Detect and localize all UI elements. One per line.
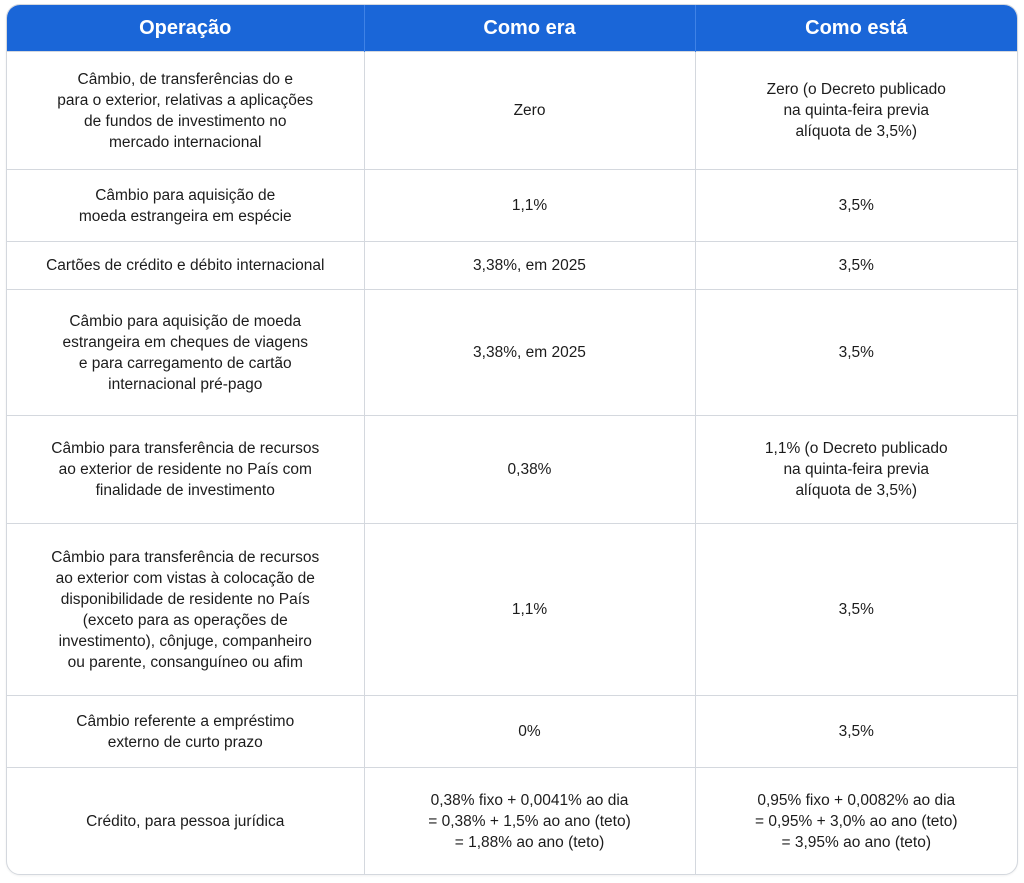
table-row xyxy=(7,52,1017,170)
table-row xyxy=(7,170,1017,242)
cell-operation: Cartões de crédito e débito internacional xyxy=(7,242,364,290)
table-row xyxy=(7,416,1017,524)
cell-after: 3,5% xyxy=(695,170,1017,242)
table-header xyxy=(7,5,1017,52)
cell-before: Zero xyxy=(364,52,695,170)
iof-comparison-table xyxy=(6,4,1018,875)
header-row xyxy=(7,5,1017,52)
cell-operation: Câmbio, de transferências do e para o exterior, relativas a aplicações de fundos de investimento no mercado internacional xyxy=(7,52,364,170)
table-row xyxy=(7,768,1017,874)
table-row xyxy=(7,524,1017,696)
cell-after: 3,5% xyxy=(695,242,1017,290)
cell-before: 0,38% fixo + 0,0041% ao dia = 0,38% + 1,5% ao ano (teto) = 1,88% ao ano (teto) xyxy=(364,768,695,874)
cell-after: 0,95% fixo + 0,0082% ao dia = 0,95% + 3,0% ao ano (teto) = 3,95% ao ano (teto) xyxy=(695,768,1017,874)
cell-after: Zero (o Decreto publicado na quinta-feira previa alíquota de 3,5%) xyxy=(695,52,1017,170)
cell-operation: Câmbio para transferência de recursos ao exterior de residente no País com finalidade de investimento xyxy=(7,416,364,524)
cell-before: 1,1% xyxy=(364,170,695,242)
table-body xyxy=(7,52,1017,875)
cell-after: 3,5% xyxy=(695,290,1017,416)
header-after: Como está xyxy=(695,5,1017,52)
header-operation: Operação xyxy=(7,5,364,52)
cell-operation: Crédito, para pessoa jurídica xyxy=(7,768,364,874)
cell-operation: Câmbio referente a empréstimo externo de curto prazo xyxy=(7,696,364,768)
cell-before: 1,1% xyxy=(364,524,695,696)
cell-operation: Câmbio para aquisição de moeda estrangeira em espécie xyxy=(7,170,364,242)
table-row xyxy=(7,290,1017,416)
table-row xyxy=(7,242,1017,290)
table-row xyxy=(7,696,1017,768)
cell-after: 3,5% xyxy=(695,696,1017,768)
cell-before: 3,38%, em 2025 xyxy=(364,290,695,416)
cell-after: 1,1% (o Decreto publicado na quinta-feira previa alíquota de 3,5%) xyxy=(695,416,1017,524)
cell-operation: Câmbio para aquisição de moeda estrangeira em cheques de viagens e para carregamento de cartão internacional pré-pago xyxy=(7,290,364,416)
cell-after: 3,5% xyxy=(695,524,1017,696)
cell-operation: Câmbio para transferência de recursos ao exterior com vistas à colocação de disponibilidade de residente no País (exceto para as operações de investimento), cônjuge, companheiro ou parente, consanguíneo ou afim xyxy=(7,524,364,696)
comparison-table xyxy=(7,5,1017,874)
cell-before: 0,38% xyxy=(364,416,695,524)
header-before: Como era xyxy=(364,5,695,52)
cell-before: 3,38%, em 2025 xyxy=(364,242,695,290)
cell-before: 0% xyxy=(364,696,695,768)
